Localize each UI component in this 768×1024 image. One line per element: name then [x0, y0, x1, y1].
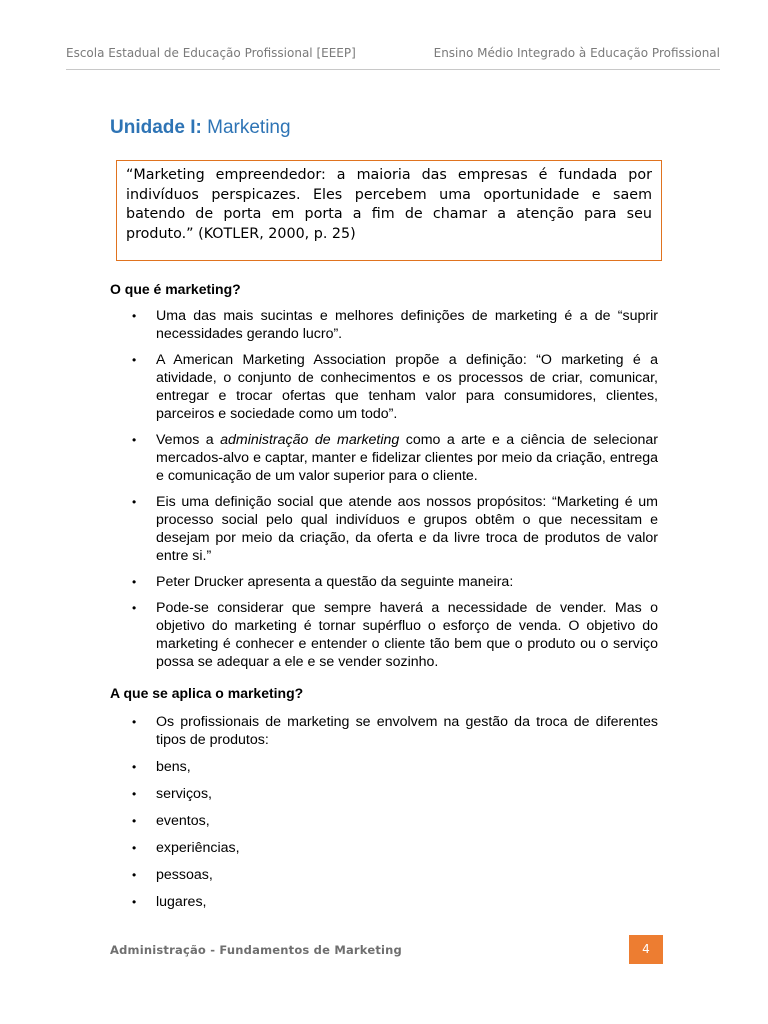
- bullet-icon: •: [132, 814, 137, 828]
- list-item: [110, 713, 658, 749]
- list-item-text: A American Marketing Association propõe a definição: “O marketing é a atividade, o conjunto de conhecimentos e os processos de criar, comunicar, entregar e trocar ofertas que tenham valor para consumidores, clientes, parceiros e sociedade como um todo”.: [156, 352, 658, 422]
- list-item-text: eventos,: [156, 813, 210, 829]
- list-item-text: Uma das mais sucintas e melhores definições de marketing é a de “suprir necessidades gerando lucro”.: [156, 308, 658, 342]
- list-item-text-pre: Vemos a: [156, 432, 221, 448]
- page-header: [66, 45, 720, 70]
- page-number-badge: 4: [629, 935, 663, 964]
- definitions-list: [110, 307, 658, 679]
- list-item: [110, 493, 658, 565]
- list-item-text: Eis uma definição social que atende aos nossos propósitos: “Marketing é um processo social pelo qual indivíduos e grupos obtêm o que necessitam e desejam por meio da criação, da oferta e da livre troca de produtos de valor entre si.”: [156, 494, 658, 564]
- list-item-text: Pode-se considerar que sempre haverá a necessidade de vender. Mas o objetivo do marketing é tornar supérfluo o esforço de venda. O objetivo do marketing é conhecer e entender o cliente tão bem que o produto ou o serviço possa se adequar a ele e se vender sozinho.: [156, 600, 658, 670]
- list-item-text: serviços,: [156, 786, 212, 802]
- list-item-text: experiências,: [156, 840, 240, 856]
- list-item-emphasis: administração de marketing: [220, 432, 400, 448]
- unit-name: Marketing: [201, 117, 291, 138]
- list-item-text: Os profissionais de marketing se envolvem na gestão da troca de diferentes tipos de produtos:: [156, 714, 658, 748]
- bullet-icon: •: [132, 760, 137, 774]
- list-item: [110, 307, 658, 343]
- bullet-icon: •: [132, 868, 137, 882]
- quote-box: “Marketing empreendedor: a maioria das empresas é fundada por indivíduos perspicazes. Eles percebem uma oportunidade e saem batendo de porta em porta a fim de chamar a atenção para seu produto.” (KOTLER, 2000, p. 25): [116, 160, 662, 261]
- bullet-icon: •: [132, 895, 137, 909]
- bullet-icon: •: [132, 841, 137, 855]
- list-item-text: bens,: [156, 759, 191, 775]
- list-item-text-post: como a arte e a ciência de selecionar mercados-alvo e captar, manter e fidelizar clientes por meio da criação, entrega e comunicação de um valor superior para o cliente.: [156, 432, 658, 484]
- list-item-text: pessoas,: [156, 867, 213, 883]
- list-item: [110, 573, 658, 591]
- bullet-icon: •: [132, 601, 137, 615]
- bullet-icon: •: [132, 787, 137, 801]
- section-heading-what-is-marketing: O que é marketing?: [110, 281, 241, 297]
- list-item-text: lugares,: [156, 894, 207, 910]
- bullet-icon: •: [132, 495, 137, 509]
- list-item: [110, 812, 658, 830]
- list-item: [110, 599, 658, 671]
- header-school-name: Escola Estadual de Educação Profissional [EEEP]: [66, 46, 356, 60]
- list-item-text: Peter Drucker apresenta a questão da seguinte maneira:: [156, 574, 514, 590]
- unit-label: Unidade I:: [110, 117, 202, 138]
- list-item: [110, 351, 658, 423]
- list-item: [110, 758, 658, 776]
- bullet-icon: •: [132, 715, 137, 729]
- list-item: [110, 785, 658, 803]
- bullet-icon: •: [132, 575, 137, 589]
- bullet-icon: •: [132, 309, 137, 323]
- list-item: [110, 431, 658, 485]
- page-footer: Administração - Fundamentos de Marketing: [110, 943, 402, 957]
- list-item: [110, 866, 658, 884]
- list-item: [110, 893, 658, 911]
- applications-list: [110, 713, 658, 920]
- bullet-icon: •: [132, 353, 137, 367]
- unit-title: [110, 117, 291, 139]
- list-item: [110, 839, 658, 857]
- section-heading-applications: A que se aplica o marketing?: [110, 685, 304, 701]
- header-course-name: Ensino Médio Integrado à Educação Profissional: [433, 46, 720, 60]
- bullet-icon: •: [132, 433, 137, 447]
